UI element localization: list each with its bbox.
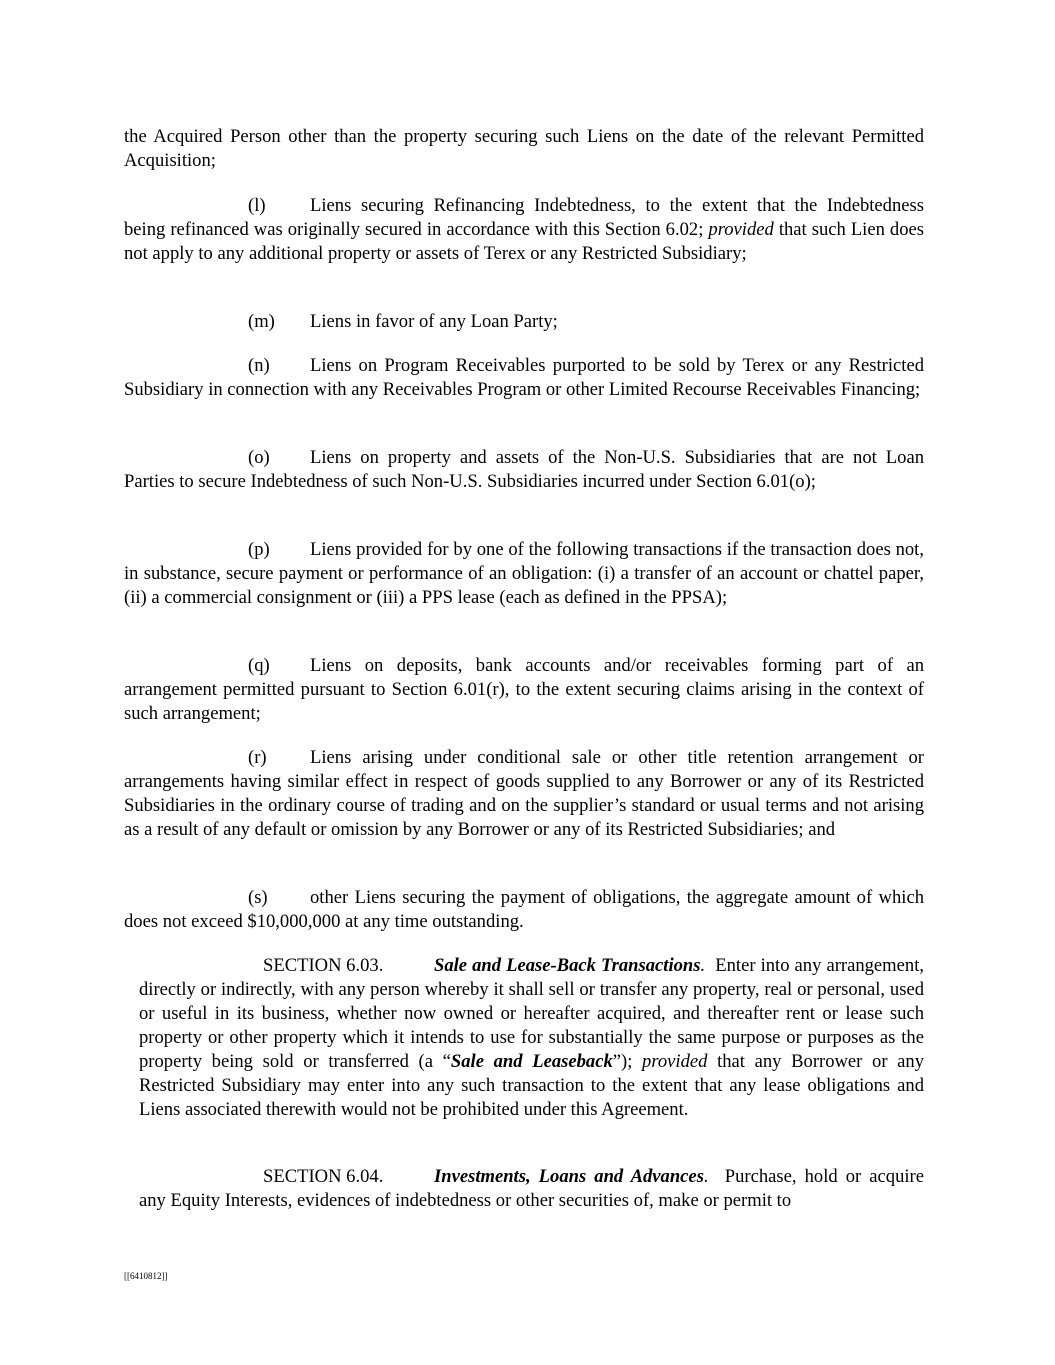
clause-label: (r) [248,747,267,768]
clause-n: (n) Liens on Program Receivables purported to be sold by Terex or any Restricted Subsidiary in connection with any Receivables Program or other Limited Recourse Receivables Financing; [124,355,924,400]
section-title: Investments, Loans and Advances [434,1166,704,1187]
clause-r: (r) Liens arising under conditional sale or other title retention arrangement or arrangements having similar effect in respect of goods supplied to any Borrower or any of its Restricted Subsidiaries in the ordinary course of trading and on the supplier’s standard or usual terms and not arising as a result of any default or omission by any Borrower or any of its Restricted Subsidiaries; and [124,747,924,840]
clause-q: (q) Liens on deposits, bank accounts and/or receivables forming part of an arrangement permitted pursuant to Section 6.01(r), to the extent securing claims arising in the context of such arrangement; [124,655,924,724]
clause-label: (l) [248,195,266,216]
section-6-04: SECTION 6.04. Investments, Loans and Advances. Purchase, hold or acquire any Equity Interests, evidences of indebtedness or other securities of, make or permit to [139,1166,925,1211]
clause-m: (m) Liens in favor of any Loan Party; [248,311,558,332]
clause-o: (o) Liens on property and assets of the Non-U.S. Subsidiaries that are not Loan Parties to secure Indebtedness of such Non-U.S. Subsidiaries incurred under Section 6.01(o); [124,447,924,492]
clause-label: (p) [248,539,270,560]
section-title: Sale and Lease-Back Transactions [434,955,701,976]
section-6-03: SECTION 6.03. Sale and Lease-Back Transactions. Enter into any arrangement, directly or indirectly, with any person whereby it shall sell or transfer any property, real or personal, used or useful in its business, whether now owned or hereafter acquired, and thereafter rent or lease such property or other property which it intends to use for substantially the same purpose or purposes as the property being sold or transferred (a “Sale and Leaseback”); provided that any Borrower or any Restricted Subsidiary may enter into any such transaction to the extent that any lease obligations and Liens associated therewith would not be prohibited under this Agreement. [139,955,925,1120]
section-number: SECTION 6.03. [263,955,384,976]
continued-paragraph: the Acquired Person other than the property securing such Liens on the date of the relevant Permitted Acquisition; [124,126,924,171]
clause-l: (l) Liens securing Refinancing Indebtedness, to the extent that the Indebtedness being refinanced was originally secured in accordance with this Section 6.02; provided that such Lien does not apply to any additional property or assets of Terex or any Restricted Subsidiary; [124,195,924,264]
clause-p: (p) Liens provided for by one of the following transactions if the transaction does not, in substance, secure payment or performance of an obligation: (i) a transfer of an account or chattel paper, (ii) a commercial consignment or (iii) a PPS lease (each as defined in the PPSA); [124,539,924,608]
clause-label: (o) [248,447,270,468]
clause-label: (q) [248,655,270,676]
clause-label: (n) [248,355,270,376]
footer-doc-id: [[6410812]] [124,1271,168,1281]
clause-label: (m) [248,311,275,332]
section-number: SECTION 6.04. [263,1166,384,1187]
clause-label: (s) [248,887,268,908]
clause-s: (s) other Liens securing the payment of obligations, the aggregate amount of which does not exceed $10,000,000 at any time outstanding. [124,887,924,932]
defined-term: Sale and Leaseback [450,1051,613,1072]
